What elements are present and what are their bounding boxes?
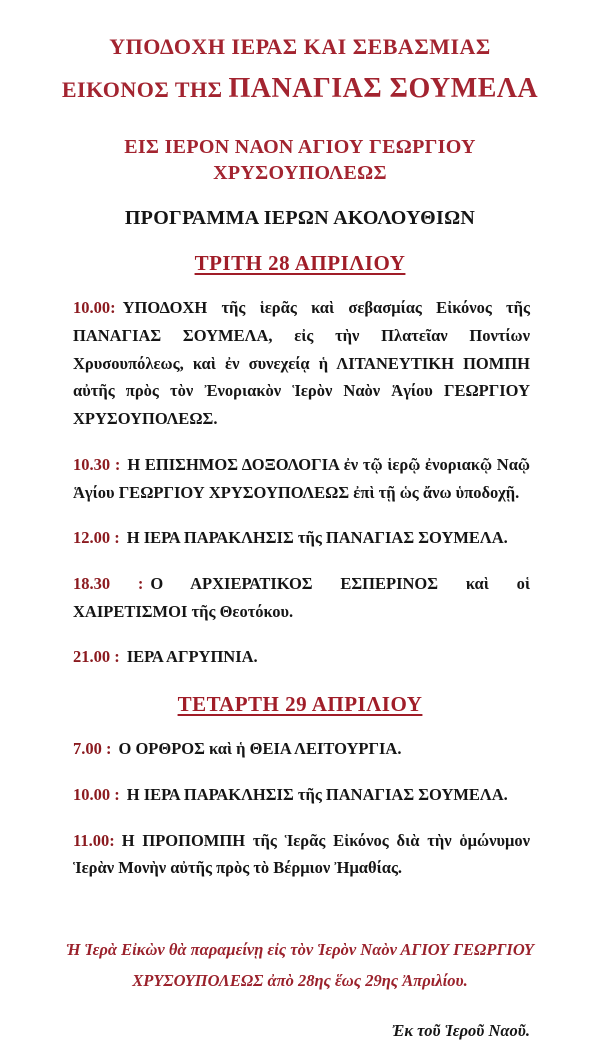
schedule-time: 7.00 : [73,739,112,759]
schedule-text: Η ΕΠΙΣΗΜΟΣ ΔΟΞΟΛΟΓΙΑ ἐν τῷ ἱερῷ ἐνοριακῷ Ναῷ Ἁγίου ΓΕΩΡΓΙΟΥ ΧΡΥΣΟΥΠΟΛΕΩΣ ἐπὶ τῇ ὡς ἄνω ὑποδοχῇ. [73,454,530,502]
schedule-time: 12.00 : [73,528,120,548]
schedule-day-1 [73,294,530,671]
schedule-text: Ο ΟΡΘΡΟΣ καὶ ἡ ΘΕΙΑ ΛΕΙΤΟΥΡΓΙΑ. [118,739,402,759]
day-heading-tuesday: ΤΡΙΤΗ 28 ΑΠΡΙΛΙΟΥ [194,251,406,276]
schedule-text: Ο ΑΡΧΙΕΡΑΤΙΚΟΣ ΕΣΠΕΡΙΝΟΣ καὶ οἱ ΧΑΙΡΕΤΙΣΜΟΙ τῆς Θεοτόκου. [73,573,530,621]
title-line-1: ΥΠΟΔΟΧΗ ΙΕΡΑΣ ΚΑΙ ΣΕΒΑΣΜΙΑΣ [109,34,491,59]
title-line-2 [0,73,600,105]
title-line-2-emphasis: ΠΑΝΑΓΙΑΣ ΣΟΥΜΕΛΑ [228,73,539,104]
title-line-2-prefix: ΕΙΚΟΝΟΣ ΤΗΣ [61,77,229,102]
schedule-item [73,643,530,671]
schedule-item [73,735,530,763]
schedule-item [73,524,530,552]
schedule-text: ΥΠΟΔΟΧΗ τῆς ἱερᾶς καὶ σεβασμίας Εἰκόνος τῆς ΠΑΝΑΓΙΑΣ ΣΟΥΜΕΛΑ, εἰς τὴν Πλατεῖαν Ποντίων Χρυσουπόλεως, καὶ ἐν συνεχείᾳ ἡ ΛΙΤΑΝΕΥΤΙΚΗ ΠΟΜΠΗ αὐτῆς πρὸς τὸν Ἐνοριακὸν Ἱερὸν Ναὸν Ἁγίου ΓΕΩΡΓΙΟΥ ΧΡΥΣΟΥΠΟΛΕΩΣ. [73,298,530,429]
schedule-time: 10.00: [73,298,116,318]
schedule-time: 11.00: [73,830,115,850]
stay-notice: Ἡ Ἱερὰ Εἰκὼν θὰ παραμείνῃ εἰς τὸν Ἱερὸν Ναὸν ΑΓΙΟΥ ΓΕΩΡΓΙΟΥ ΧΡΥΣΟΥΠΟΛΕΩΣ ἀπὸ 28ης ἕως 29ης Ἀπριλίου. [65,939,534,991]
schedule-item [73,827,530,882]
day-heading-wednesday: ΤΕΤΑΡΤΗ 29 ΑΠΡΙΛΙΟΥ [177,692,423,717]
schedule-time: 18.30 : [73,573,144,593]
schedule-text: Η ΙΕΡΑ ΠΑΡΑΚΛΗΣΙΣ τῆς ΠΑΝΑΓΙΑΣ ΣΟΥΜΕΛΑ. [126,528,508,548]
schedule-time: 10.00 : [73,784,120,804]
schedule-item [73,570,530,625]
schedule-text: ΙΕΡΑ ΑΓΡΥΠΝΙΑ. [126,647,258,667]
schedule-time: 21.00 : [73,647,120,667]
schedule-text: Η ΠΡΟΠΟΜΠΗ τῆς Ἱερᾶς Εἰκόνος διὰ τὴν ὁμώνυμον Ἱερὰν Μονὴν αὐτῆς πρὸς τὸ Βέρμιον Ἠμαθίας. [73,830,530,878]
schedule-item [73,451,530,506]
program-heading: ΠΡΟΓΡΑΜΜΑ ΙΕΡΩΝ ΑΚΟΛΟΥΘΙΩΝ [124,207,476,230]
schedule-time: 10.30 : [73,454,121,474]
schedule-day-2 [73,735,530,882]
schedule-item [73,781,530,809]
schedule-text: Η ΙΕΡΑ ΠΑΡΑΚΛΗΣΙΣ τῆς ΠΑΝΑΓΙΑΣ ΣΟΥΜΕΛΑ. [126,784,508,804]
schedule-item [73,294,530,433]
church-subtitle: ΕΙΣ ΙΕΡΟΝ ΝΑΟΝ ΑΓΙΟΥ ΓΕΩΡΓΙΟΥ ΧΡΥΣΟΥΠΟΛΕΩΣ [124,136,476,184]
signature: Ἐκ τοῦ Ἱεροῦ Ναοῦ. [391,1020,530,1040]
